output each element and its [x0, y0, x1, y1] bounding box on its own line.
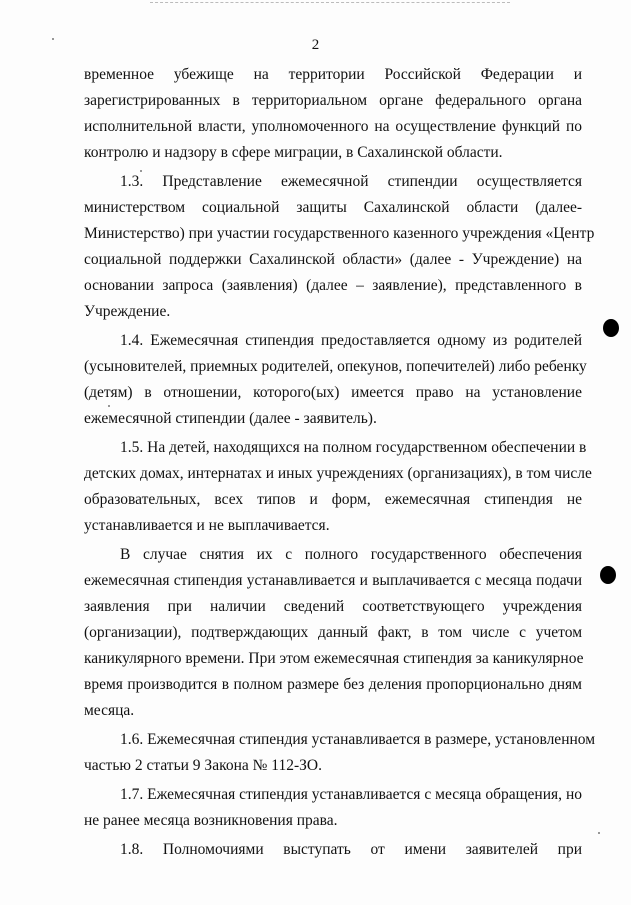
text-line: устанавливается и не выплачивается. — [84, 517, 330, 534]
scan-speck — [140, 170, 142, 172]
punch-hole-top — [603, 319, 619, 337]
text-line: (детям) в отношении, которого(ых) имеется право на установление — [84, 384, 582, 401]
text-line: социальной поддержки Сахалинской области» (далее - Учреждение) на — [84, 251, 582, 268]
text-line: В случае снятия их с полного государственного обеспечения — [120, 546, 582, 563]
paragraph-p-1-6 — [84, 727, 596, 779]
scan-edge-line — [150, 2, 510, 3]
scan-speck — [108, 405, 110, 407]
scan-speck — [598, 832, 600, 834]
paragraph-p-cont — [84, 62, 582, 166]
page-number: 2 — [311, 37, 320, 53]
text-line: ежемесячной стипендии (далее - заявитель). — [84, 410, 377, 427]
text-line: (усыновителей, приемных родителей, опекунов, попечителей) либо ребенку — [84, 358, 587, 375]
paragraph-p-1-5b — [84, 542, 582, 724]
paragraph-p-1-8 — [84, 837, 582, 863]
text-line: 1.3. Представление ежемесячной стипендии осуществляется — [120, 173, 582, 190]
paragraph-p-1-4 — [84, 328, 587, 432]
text-line: каникулярного времени. При этом ежемесячная стипендия за каникулярное — [84, 650, 584, 667]
text-line: (организации), подтверждающих данный факт, в том числе с учетом — [84, 624, 582, 641]
text-line: министерством социальной защиты Сахалинской области (далее- — [84, 199, 582, 216]
text-line: контролю и надзору в сфере миграции, в Сахалинской области. — [84, 144, 503, 161]
document-body — [84, 62, 596, 863]
text-line: образовательных, всех типов и форм, ежемесячная стипендия не — [84, 491, 582, 508]
text-line: частью 2 статьи 9 Закона № 112-ЗО. — [84, 757, 322, 774]
text-line: зарегистрированных в территориальном органе федерального органа — [84, 92, 582, 109]
scan-speck — [52, 38, 54, 40]
text-line: 1.8. Полномочиями выступать от имени заявителей при — [120, 841, 582, 858]
text-line: Министерство) при участии государственного казенного учреждения «Центр — [84, 225, 595, 242]
text-line: 1.6. Ежемесячная стипендия устанавливается в размере, установленном — [120, 731, 596, 748]
text-line: 1.7. Ежемесячная стипендия устанавливается с месяца обращения, но — [120, 786, 582, 803]
text-line: 1.4. Ежемесячная стипендия предоставляется одному из родителей — [120, 332, 582, 349]
text-line: время производится в полном размере без деления пропорционально дням — [84, 676, 582, 693]
paragraph-p-1-7 — [84, 782, 582, 834]
text-line: основании запроса (заявления) (далее – заявление), представленного в — [84, 277, 582, 294]
text-line: месяца. — [84, 702, 135, 719]
text-line: исполнительной власти, уполномоченного на осуществление функций по — [84, 118, 582, 135]
text-line: ежемесячная стипендия устанавливается и выплачивается с месяца подачи — [84, 572, 582, 589]
text-line: временное убежище на территории Российской Федерации и — [84, 66, 582, 83]
paragraph-p-1-3 — [84, 169, 595, 325]
punch-hole-bottom — [600, 566, 616, 584]
text-line: не ранее месяца возникновения права. — [84, 812, 338, 829]
text-line: заявления при наличии сведений соответствующего учреждения — [84, 598, 582, 615]
text-line: 1.5. На детей, находящихся на полном государственном обеспечении в — [120, 439, 587, 456]
text-line: Учреждение. — [84, 303, 171, 320]
text-line: детских домах, интернатах и иных учреждениях (организациях), в том числе — [84, 465, 592, 482]
paragraph-p-1-5 — [84, 435, 592, 539]
